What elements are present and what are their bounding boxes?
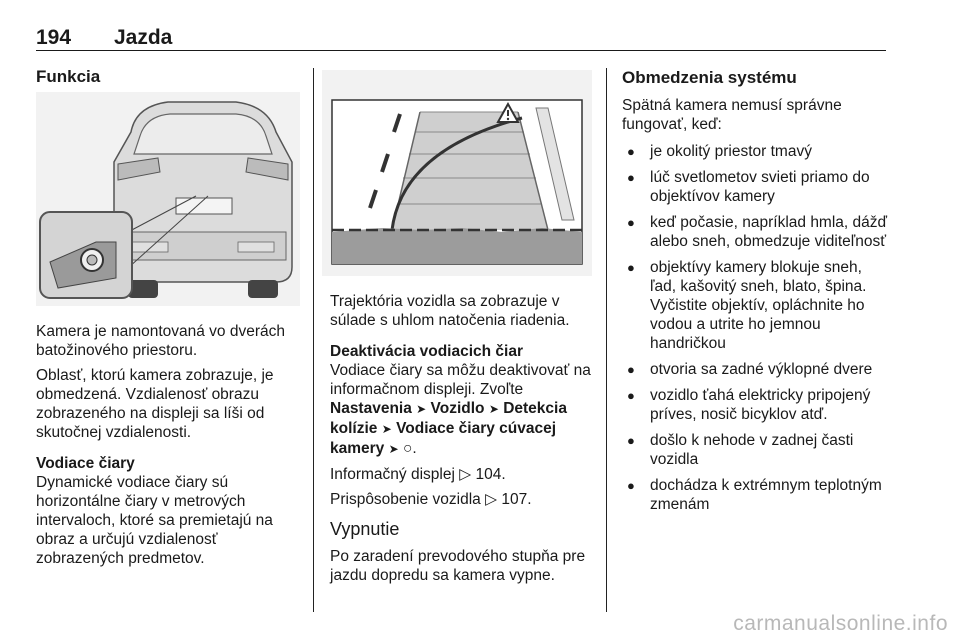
reference-info-display: Informačný displej ▷ 104.	[330, 466, 506, 483]
page-reference-icon: ▷	[485, 491, 498, 508]
menu-arrow-icon: ➤	[388, 442, 399, 456]
paragraph-camera-mounted: Kamera je namontovaná vo dverách batožinového priestoru.	[36, 323, 286, 359]
page-number: 194	[36, 26, 72, 49]
menu-arrow-icon: ➤	[488, 402, 499, 416]
page-header	[36, 26, 886, 51]
list-item: ● dochádza k extrémnym teplotným zmenám	[622, 476, 888, 514]
menu-arrow-icon: ➤	[381, 422, 392, 436]
menu-item-vodiace-ciary: Vodiace čiary cúvacej kamery	[330, 420, 557, 457]
column-1	[36, 66, 302, 88]
guide-lines-svg	[322, 70, 592, 276]
section-heading-vypnutie: Vypnutie	[330, 519, 400, 539]
car-rear-camera-svg	[36, 92, 300, 306]
paragraph-camera-area: Oblasť, ktorú kamera zobrazuje, je obmedzená. Vzdialenosť obrazu zobrazeného na displeji sa líši od skutočnej vzdialenosti.	[36, 367, 274, 441]
list-item: ● objektívy kamery blokuje sneh, ľad, kašovitý sneh, blato, špina. Vyčistite objektív, opláchnite ho vodou a utrite ho jemnou handričkou	[622, 258, 888, 353]
column-1-body	[36, 322, 302, 574]
section-heading-funkcia: Funkcia	[36, 67, 101, 86]
list-item: ● vozidlo ťahá elektricky pripojený príves, nosič bicyklov atď.	[622, 386, 888, 424]
list-item: ● lúč svetlometov svieti priamo do objektívov kamery	[622, 168, 888, 206]
column-divider-2	[606, 68, 607, 612]
limitations-list	[622, 142, 888, 514]
menu-arrow-icon: ➤	[416, 402, 427, 416]
column-3	[622, 66, 888, 521]
paragraph-deactivation: Vodiace čiary sa môžu deaktivovať na informačnom displeji. Zvoľte Nastavenia ➤ Vozidlo ➤ Detekcia kolízie ➤ Vodiace čiary cúvacej kamery ➤ ○.	[330, 362, 591, 457]
setting-circle-icon: ○	[402, 440, 413, 457]
list-item: ● došlo k nehode v zadnej časti vozidla	[622, 431, 888, 469]
list-item: ● je okolitý priestor tmavý	[622, 142, 888, 161]
page-reference-icon: ▷	[459, 466, 472, 483]
deactivation-text: Vodiace čiary sa môžu deaktivovať na informačnom displeji. Zvoľte	[330, 362, 591, 398]
list-item: ● otvoria sa zadné výklopné dvere	[622, 360, 888, 379]
subheading-guide-lines: Vodiace čiary	[36, 455, 135, 472]
paragraph-guide-lines: Dynamické vodiace čiary sú horizontálne čiary v metrových intervaloch, ktoré sa premietajú na obraz a určujú vzdialenosť zobrazených predmetov.	[36, 474, 273, 567]
menu-item-nastavenia: Nastavenia	[330, 400, 412, 417]
menu-item-detekcia: Detekcia kolízie	[330, 400, 567, 437]
section-heading-limitations: Obmedzenia systému	[622, 68, 797, 87]
paragraph-switch-off: Po zaradení prevodového stupňa pre jazdu dopredu sa kamera vypne.	[330, 548, 586, 584]
list-item: ● keď počasie, napríklad hmla, dážď alebo sneh, obmedzuje viditeľnosť	[622, 213, 888, 251]
rear-camera-illustration	[36, 92, 300, 306]
guide-lines-illustration	[322, 70, 592, 276]
watermark: carmanualsonline.info	[733, 612, 948, 635]
paragraph-limitations-intro: Spätná kamera nemusí správne fungovať, keď:	[622, 97, 842, 133]
reference-vehicle-personalization: Prispôsobenie vozidla ▷ 107.	[330, 491, 532, 508]
subheading-deactivation: Deaktivácia vodiacich čiar	[330, 343, 524, 360]
chapter-title: Jazda	[114, 26, 173, 49]
column-divider-1	[313, 68, 314, 612]
column-2-body	[330, 292, 594, 591]
paragraph-trajectory: Trajektória vozidla sa zobrazuje v súlade s uhlom natočenia riadenia.	[330, 293, 570, 329]
menu-item-vozidlo: Vozidlo	[430, 400, 485, 417]
